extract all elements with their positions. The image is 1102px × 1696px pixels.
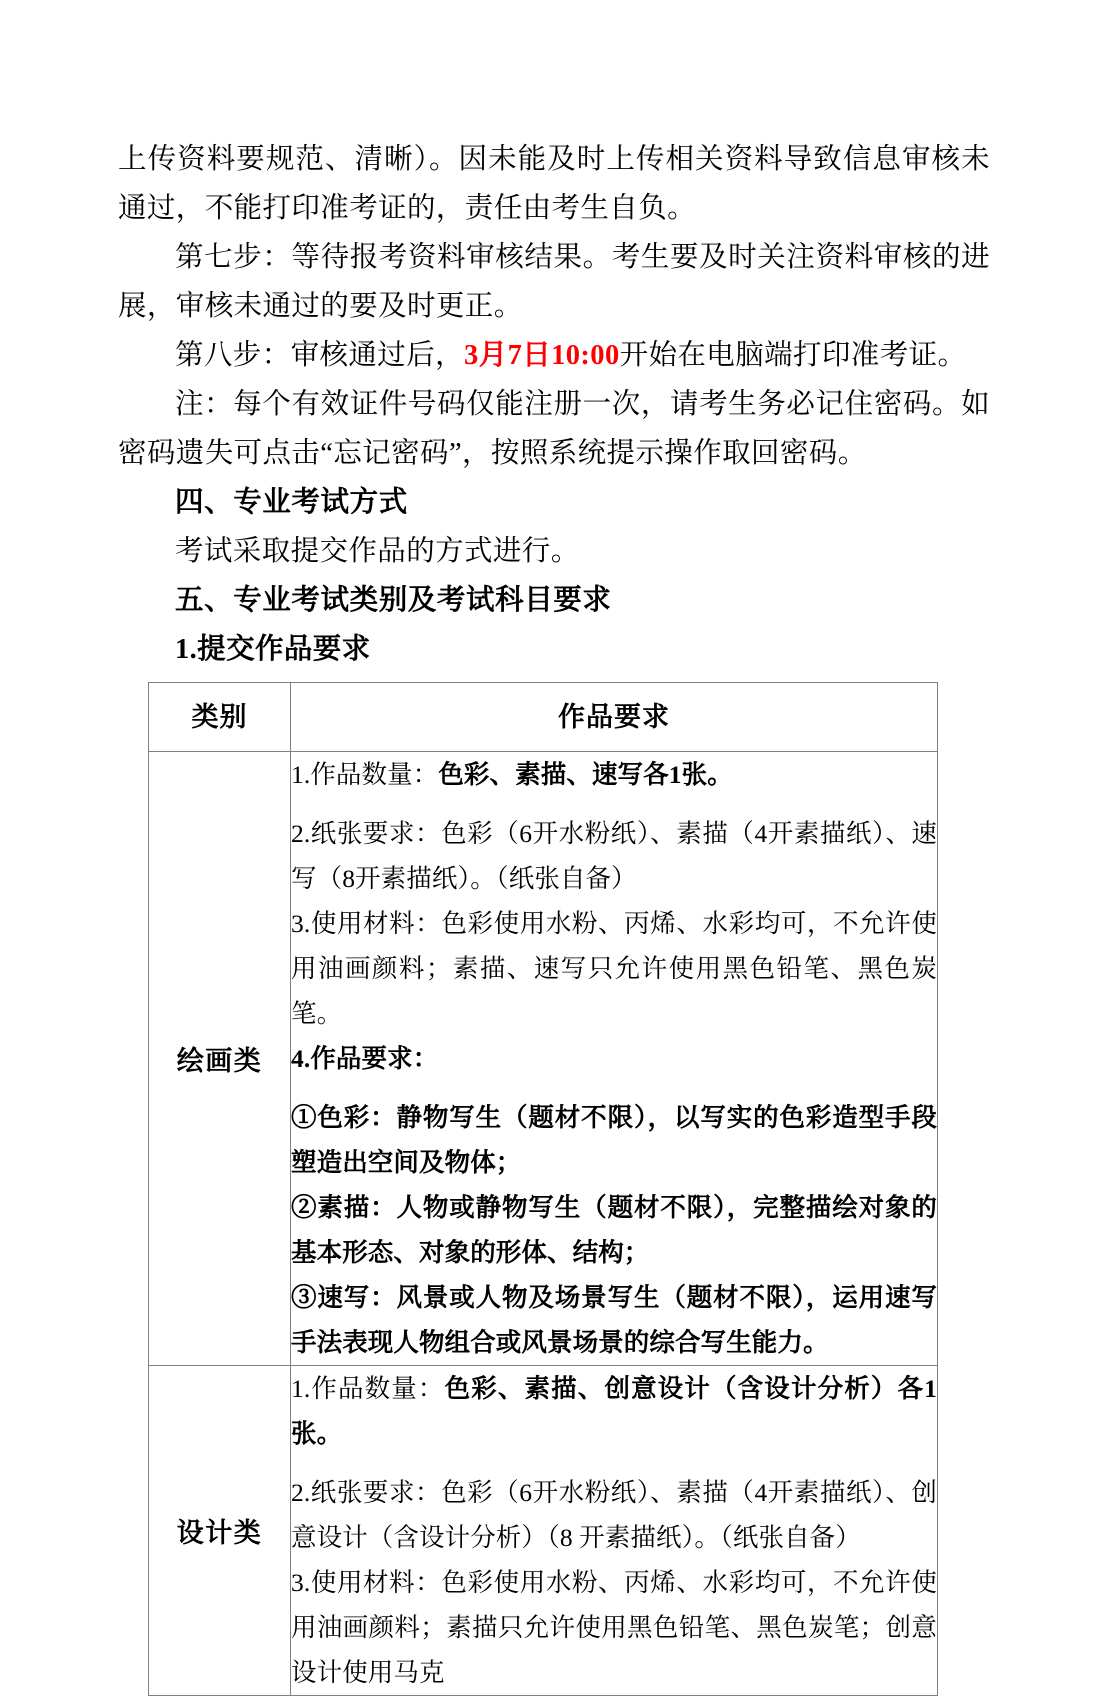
step-eight-suffix: 开始在电脑端打印准考证。 xyxy=(619,340,967,371)
step-eight-date-highlight: 3月7日10:00 xyxy=(464,340,620,371)
requirement-item: ①色彩：静物写生（题材不限），以写实的色彩造型手段塑造出空间及物体； xyxy=(291,1103,937,1177)
requirement-item-bold: 色彩、素描、速写各1张。 xyxy=(438,760,733,789)
requirement-item: 2.纸张要求：色彩（6开水粉纸）、素描（4开素描纸）、速写（8开素描纸）。（纸张自备） xyxy=(291,819,937,893)
section-five-heading: 五、专业考试类别及考试科目要求 xyxy=(175,585,612,616)
requirement-item: ③速写：风景或人物及场景写生（题材不限），运用速写手法表现人物组合或风景场景的综合写生能力。 xyxy=(291,1283,937,1357)
requirement-item: 3.使用材料：色彩使用水粉、丙烯、水彩均可，不允许使用油画颜料；素描、速写只允许使用黑色铅笔、黑色炭笔。 xyxy=(291,909,937,1028)
category-label-painting: 绘画类 xyxy=(149,752,291,1366)
requirement-cell-design xyxy=(291,1366,938,1696)
step-eight-prefix: 第八步：审核通过后， xyxy=(175,340,465,371)
table-header-category: 类别 xyxy=(149,683,291,752)
requirement-cell-painting xyxy=(291,752,938,1366)
paragraph-step-seven: 第七步：等待报考资料审核结果。考生要及时关注资料审核的进展，审核未通过的要及时更正。 xyxy=(118,242,990,322)
paragraph-step-eight xyxy=(118,331,990,380)
paragraph-upload-note: 上传资料要规范、清晰）。因未能及时上传相关资料导致信息审核未通过，不能打印准考证的，责任由考生自负。 xyxy=(118,144,990,224)
requirement-item: 4.作品要求： xyxy=(291,1044,439,1073)
section-four-body: 考试采取提交作品的方式进行。 xyxy=(175,536,580,567)
table-header-row xyxy=(149,683,938,752)
submission-requirements-table xyxy=(148,682,938,1696)
requirement-item: 2.纸张要求：色彩（6开水粉纸）、素描（4开素描纸）、创意设计（含设计分析）（8 开素描纸）。（纸张自备） xyxy=(291,1478,937,1552)
section-five-subheading: 1.提交作品要求 xyxy=(175,634,371,665)
table-row xyxy=(149,752,938,1366)
requirement-item: 3.使用材料：色彩使用水粉、丙烯、水彩均可，不允许使用油画颜料；素描只允许使用黑色铅笔、黑色炭笔；创意设计使用马克 xyxy=(291,1568,937,1687)
requirement-item xyxy=(291,1366,937,1456)
requirement-item-bold: 色彩、素描、创意设计（含设计分析）各1 张。 xyxy=(291,1374,938,1448)
category-label-design: 设计类 xyxy=(149,1366,291,1696)
section-four-heading: 四、专业考试方式 xyxy=(175,487,408,518)
requirement-item: ②素描：人物或静物写生（题材不限），完整描绘对象的基本形态、对象的形体、结构； xyxy=(291,1193,937,1267)
requirement-item xyxy=(291,752,937,797)
table-header-requirement: 作品要求 xyxy=(291,683,938,752)
table-body xyxy=(149,752,938,1696)
requirement-item-label: 1.作品数量： xyxy=(291,760,439,789)
paragraph-password-note: 注：每个有效证件号码仅能注册一次，请考生务必记住密码。如密码遗失可点击“忘记密码”，按照系统提示操作取回密码。 xyxy=(118,389,990,469)
requirement-item-label: 1.作品数量： xyxy=(291,1374,445,1403)
table-row xyxy=(149,1366,938,1696)
